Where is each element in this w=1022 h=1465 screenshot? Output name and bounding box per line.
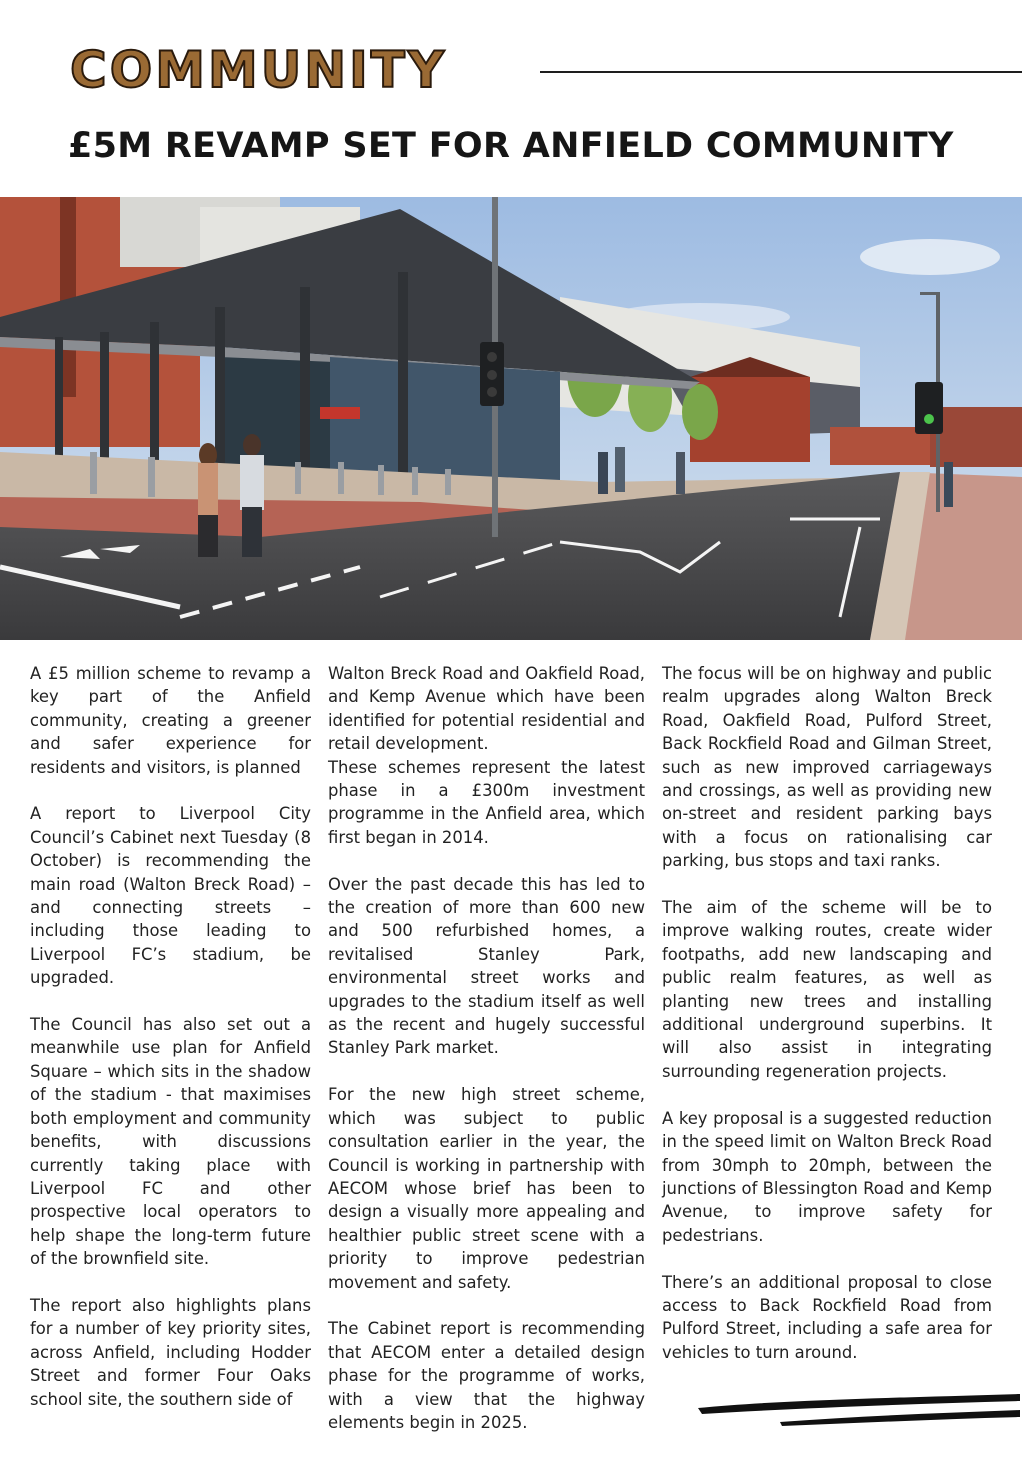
- paragraph: These schemes represent the latest phase in a £300m investment programme in the Anfield area, which first began in 2014.: [328, 757, 645, 847]
- paragraph: The Cabinet report is recommending that AECOM enter a detailed design phase for the programme of works, with a view that the highway elements begin in 2025.: [328, 1319, 645, 1432]
- paragraph: For the new high street scheme, which was subject to public consultation earlier in the year, the Council is working in partnership with AECOM whose brief has been to design a visually more appealing and healthier public street scene with a priority to improve pedestrian movement and safety.: [328, 1085, 645, 1292]
- paragraph: There’s an additional proposal to close access to Back Rockfield Road from Pulford Street, including a safe area for vehicles to turn around.: [662, 1272, 992, 1362]
- article-column-3: [662, 662, 992, 1388]
- title-divider: [540, 71, 1022, 73]
- paragraph: Over the past decade this has led to the creation of more than 600 new and 500 refurbished homes, a revitalised Stanley Park, environmental street works and upgrades to the stadium itself as well as the recent and hugely successful Stanley Park market.: [328, 874, 645, 1058]
- brush-stroke-decoration: [690, 1388, 1022, 1428]
- paragraph: A key proposal is a suggested reduction in the speed limit on Walton Breck Road from 30mph to 20mph, between the junctions of Blessington Road and Kemp Avenue, to improve safety for pedestrians.: [662, 1108, 992, 1245]
- paragraph: A report to Liverpool City Council’s Cabinet next Tuesday (8 October) is recommending the main road (Walton Breck Road) – and connecting streets – including those leading to Liverpool FC’s stadium, be upgraded.: [30, 804, 311, 988]
- paragraph: Walton Breck Road and Oakfield Road, and Kemp Avenue which have been identified for potential residential and retail development.: [328, 664, 645, 754]
- paragraph: The aim of the scheme will be to improve walking routes, create wider footpaths, add new landscaping and public realm features, as well as planting new trees and installing additional underground superbins. It will also assist in integrating surrounding regeneration projects.: [662, 898, 992, 1081]
- paragraph: A £5 million scheme to revamp a key part of the Anfield community, creating a greener and safer experience for residents and visitors, is planned: [30, 664, 311, 777]
- paragraph: The Council has also set out a meanwhile use plan for Anfield Square – which sits in the shadow of the stadium - that maximises both employment and community benefits, with discussions currently taking place with Liverpool FC and other prospective local operators to help shape the long-term future of the brownfield site.: [30, 1015, 311, 1269]
- article-column-1: [30, 662, 311, 1434]
- article-column-2: [328, 662, 645, 1458]
- hero-image: [0, 197, 1022, 640]
- section-title: COMMUNITY: [70, 41, 448, 99]
- paragraph: The report also highlights plans for a number of key priority sites, across Anfield, including Hodder Street and former Four Oaks school site, the southern side of: [30, 1295, 311, 1409]
- paragraph: The focus will be on highway and public realm upgrades along Walton Breck Road, Oakfield Road, Pulford Street, Back Rockfield Road and Gilman Street, such as new improved carriageways and crossings, as well as providing new on-street and resident parking bays with a focus on rationalising car parking, bus stops and taxi ranks.: [662, 664, 992, 871]
- headline: £5M REVAMP SET FOR ANFIELD COMMUNITY: [68, 126, 954, 166]
